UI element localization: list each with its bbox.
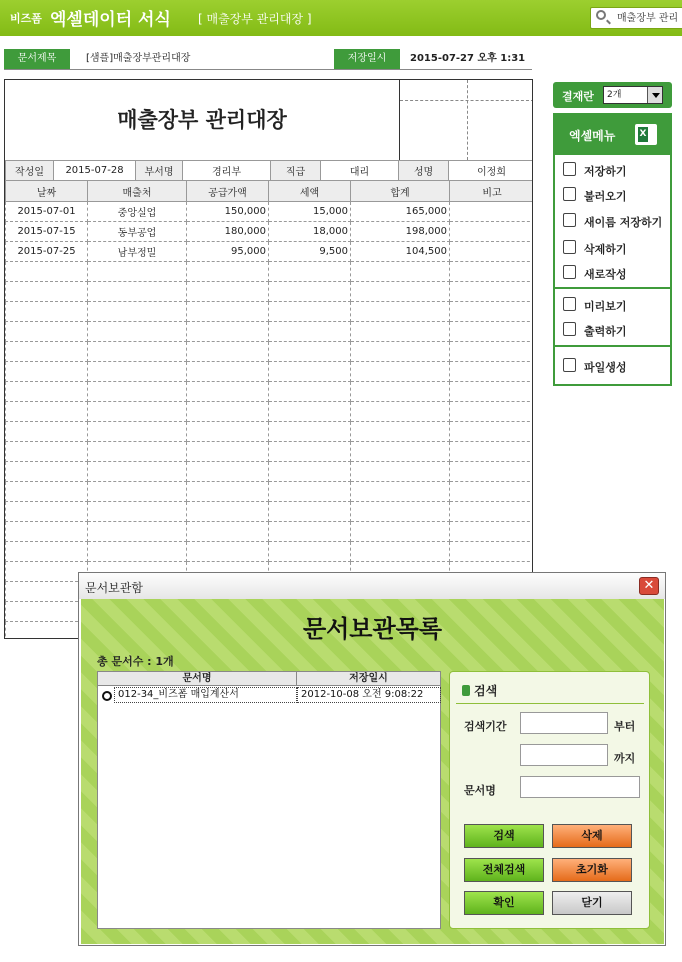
table-row[interactable] — [6, 222, 534, 242]
table-row[interactable] — [6, 362, 534, 382]
menu-title: 엑셀메뉴 — [569, 129, 616, 143]
table-cell[interactable] — [6, 462, 88, 482]
table-cell[interactable] — [88, 402, 187, 422]
table-row[interactable] — [6, 542, 534, 562]
table-cell[interactable] — [269, 502, 351, 522]
doc-title-value: [샘플]매출장부관리대장 — [86, 53, 191, 64]
table-cell[interactable] — [351, 342, 450, 362]
table-cell[interactable] — [6, 422, 88, 442]
table-cell[interactable] — [88, 542, 187, 562]
list-header-name: 문서명 — [98, 672, 297, 686]
table-cell[interactable] — [6, 322, 88, 342]
delete-button[interactable]: 삭제 — [552, 824, 632, 848]
dialog-title: 문서보관함 — [85, 581, 143, 595]
table-cell[interactable] — [269, 402, 351, 422]
col-header: 비고 — [450, 181, 534, 202]
menu-save[interactable] — [561, 159, 671, 181]
brand-small: 비즈폼 — [10, 12, 42, 25]
menu-item-label: 미리보기 — [584, 300, 627, 313]
table-cell[interactable] — [351, 282, 450, 302]
menu-item-label: 새로작성 — [584, 268, 627, 281]
period-from-input[interactable] — [520, 712, 608, 734]
table-cell[interactable] — [88, 442, 187, 462]
col-header: 세액 — [269, 181, 351, 202]
table-cell[interactable] — [6, 482, 88, 502]
table-cell[interactable] — [88, 382, 187, 402]
table-row[interactable] — [6, 282, 534, 302]
from-label: 부터 — [614, 720, 636, 733]
table-cell[interactable] — [269, 522, 351, 542]
doc-name-input[interactable] — [520, 776, 640, 798]
table-cell[interactable]: 동부공업 — [88, 222, 187, 242]
trash-icon — [563, 240, 576, 254]
menu-new[interactable] — [561, 262, 671, 284]
table-cell[interactable] — [187, 382, 269, 402]
table-cell[interactable] — [88, 302, 187, 322]
table-cell[interactable]: 165,000 — [351, 202, 450, 222]
menu-delete[interactable] — [561, 237, 671, 259]
excel-menu — [553, 113, 672, 386]
table-cell[interactable]: 남부정밀 — [88, 242, 187, 262]
to-label: 까지 — [614, 752, 636, 765]
spreadsheet[interactable] — [4, 79, 533, 639]
preview-icon — [563, 297, 576, 311]
table-cell[interactable] — [88, 322, 187, 342]
dialog-heading: 문서보관목록 — [302, 615, 443, 643]
info-table — [5, 160, 533, 181]
table-cell[interactable] — [450, 462, 534, 482]
table-cell[interactable] — [351, 482, 450, 502]
menu-item-label: 출력하기 — [584, 325, 627, 338]
list-header-date: 저장일시 — [297, 672, 440, 686]
table-cell[interactable] — [88, 342, 187, 362]
print-icon — [563, 322, 576, 336]
table-cell[interactable] — [187, 302, 269, 322]
table-row[interactable] — [6, 382, 534, 402]
table-cell[interactable]: 198,000 — [351, 222, 450, 242]
search-input[interactable] — [617, 11, 682, 22]
table-cell[interactable] — [450, 522, 534, 542]
table-cell[interactable] — [187, 442, 269, 462]
table-cell[interactable]: 2015-07-01 — [6, 202, 88, 222]
table-cell[interactable] — [450, 322, 534, 342]
approval-selector — [553, 82, 672, 108]
table-row[interactable] — [6, 302, 534, 322]
new-doc-icon — [563, 265, 576, 279]
table-cell[interactable] — [187, 462, 269, 482]
dept-label: 부서명 — [136, 161, 183, 181]
sheet-title: 매출장부 관리대장 — [5, 80, 400, 160]
table-cell[interactable] — [6, 562, 88, 582]
menu-header — [555, 115, 670, 155]
period-to-input[interactable] — [520, 744, 608, 766]
table-row[interactable] — [6, 462, 534, 482]
table-cell[interactable] — [351, 502, 450, 522]
table-cell[interactable]: 104,500 — [351, 242, 450, 262]
approval-value: 2개 — [607, 90, 622, 100]
table-cell[interactable] — [88, 362, 187, 382]
dialog-body — [81, 599, 664, 944]
doc-name: 012-34_비즈폼 매입계산서 — [114, 687, 297, 703]
table-cell[interactable] — [450, 422, 534, 442]
table-cell[interactable] — [351, 402, 450, 422]
save-date-label: 저장일시 — [334, 49, 400, 69]
table-cell[interactable] — [450, 242, 534, 262]
table-cell[interactable] — [269, 382, 351, 402]
table-cell[interactable] — [269, 322, 351, 342]
col-header: 날짜 — [6, 181, 88, 202]
rank-value[interactable]: 대리 — [321, 161, 399, 181]
table-cell[interactable] — [351, 422, 450, 442]
table-cell[interactable] — [450, 482, 534, 502]
table-cell[interactable] — [187, 422, 269, 442]
name-label: 성명 — [399, 161, 449, 181]
table-cell[interactable] — [6, 502, 88, 522]
table-cell[interactable] — [88, 422, 187, 442]
table-cell[interactable]: 180,000 — [187, 222, 269, 242]
table-cell[interactable]: 150,000 — [187, 202, 269, 222]
table-cell[interactable] — [351, 382, 450, 402]
menu-create-file[interactable] — [561, 355, 671, 377]
approval-divider — [467, 80, 468, 160]
approval-divider — [400, 100, 533, 101]
table-cell[interactable]: 95,000 — [187, 242, 269, 262]
table-row[interactable] — [6, 482, 534, 502]
reset-button[interactable]: 초기화 — [552, 858, 632, 882]
menu-item-label: 파일생성 — [584, 361, 627, 374]
col-header: 공급가액 — [187, 181, 269, 202]
table-cell[interactable]: 2015-07-25 — [6, 242, 88, 262]
table-cell[interactable] — [6, 302, 88, 322]
sales-table — [5, 180, 533, 639]
table-cell[interactable] — [450, 202, 534, 222]
approval-dropdown[interactable] — [603, 86, 663, 104]
menu-item-label: 불러오기 — [584, 190, 627, 203]
table-cell[interactable] — [269, 342, 351, 362]
table-row[interactable] — [6, 402, 534, 422]
table-cell[interactable] — [269, 362, 351, 382]
doc-name-label: 문서명 — [464, 784, 496, 797]
table-row[interactable] — [6, 442, 534, 462]
table-cell[interactable]: 9,500 — [269, 242, 351, 262]
table-row[interactable] — [6, 502, 534, 522]
menu-load[interactable] — [561, 184, 671, 206]
doc-date: 2012-10-08 오전 9:08:22 — [297, 687, 441, 703]
table-cell[interactable]: 중앙실업 — [88, 202, 187, 222]
table-row[interactable] — [6, 422, 534, 442]
rank-label: 직급 — [271, 161, 321, 181]
name-value[interactable]: 이정희 — [449, 161, 534, 181]
table-cell[interactable] — [269, 422, 351, 442]
table-row[interactable] — [6, 202, 534, 222]
search-button[interactable]: 검색 — [464, 824, 544, 848]
table-cell[interactable] — [88, 262, 187, 282]
table-cell[interactable] — [6, 622, 88, 640]
table-cell[interactable] — [269, 302, 351, 322]
search-box[interactable] — [590, 7, 682, 29]
doc-title-label: 문서제목 — [4, 49, 70, 69]
save-icon — [563, 162, 576, 176]
table-cell[interactable] — [187, 482, 269, 502]
table-cell[interactable] — [6, 602, 88, 622]
doc-list[interactable] — [97, 671, 441, 929]
close-icon[interactable]: ✕ — [639, 577, 659, 595]
doc-count: 총 문서수 : 1개 — [97, 655, 174, 668]
table-cell[interactable] — [269, 542, 351, 562]
table-cell[interactable] — [450, 222, 534, 242]
table-row[interactable] — [6, 242, 534, 262]
search-panel — [449, 671, 650, 929]
table-cell[interactable] — [450, 362, 534, 382]
table-cell[interactable] — [450, 442, 534, 462]
table-cell[interactable] — [6, 402, 88, 422]
table-cell[interactable] — [187, 322, 269, 342]
table-cell[interactable] — [351, 442, 450, 462]
menu-save-as[interactable] — [561, 210, 671, 232]
radio-button[interactable] — [102, 691, 112, 701]
table-cell[interactable] — [450, 542, 534, 562]
table-cell[interactable] — [450, 502, 534, 522]
table-cell[interactable] — [88, 522, 187, 542]
table-cell[interactable] — [6, 362, 88, 382]
table-cell[interactable] — [187, 522, 269, 542]
table-cell[interactable] — [187, 402, 269, 422]
table-row[interactable] — [6, 322, 534, 342]
save-date-value: 2015-07-27 오후 1:31 — [410, 53, 526, 64]
table-cell[interactable] — [269, 462, 351, 482]
folder-icon — [563, 358, 576, 372]
table-cell[interactable]: 2015-07-15 — [6, 222, 88, 242]
menu-item-label: 저장하기 — [584, 165, 627, 178]
meta-divider — [4, 69, 532, 70]
menu-preview[interactable] — [561, 294, 671, 316]
created-label: 작성일 — [6, 161, 54, 181]
col-header: 합계 — [351, 181, 450, 202]
table-cell[interactable] — [187, 502, 269, 522]
table-cell[interactable] — [351, 462, 450, 482]
table-cell[interactable] — [450, 282, 534, 302]
table-cell[interactable] — [351, 522, 450, 542]
table-cell[interactable] — [187, 282, 269, 302]
doc-storage-dialog — [78, 572, 666, 946]
table-cell[interactable] — [88, 502, 187, 522]
excel-icon-letter: X — [638, 127, 648, 142]
table-row[interactable] — [6, 262, 534, 282]
search-all-button[interactable]: 전체검색 — [464, 858, 544, 882]
chevron-down-icon[interactable] — [647, 87, 662, 103]
menu-print[interactable] — [561, 319, 671, 341]
table-cell[interactable] — [351, 262, 450, 282]
brand-title: 엑셀데이터 서식 — [50, 10, 171, 30]
table-cell[interactable] — [351, 302, 450, 322]
table-row[interactable] — [6, 522, 534, 542]
search-panel-title: 검색 — [462, 682, 497, 699]
page-subtitle: [ 매출장부 관리대장 ] — [198, 12, 312, 26]
table-cell[interactable] — [450, 302, 534, 322]
table-cell[interactable] — [269, 442, 351, 462]
table-cell[interactable] — [269, 262, 351, 282]
table-cell[interactable] — [450, 402, 534, 422]
menu-divider — [555, 287, 670, 289]
period-label: 검색기간 — [464, 720, 507, 733]
table-cell[interactable] — [450, 262, 534, 282]
table-cell[interactable] — [351, 362, 450, 382]
close-button[interactable]: 닫기 — [552, 891, 632, 915]
table-cell[interactable] — [269, 482, 351, 502]
table-cell[interactable] — [6, 542, 88, 562]
table-cell[interactable] — [6, 382, 88, 402]
table-cell[interactable] — [6, 522, 88, 542]
dept-value[interactable]: 경리부 — [183, 161, 271, 181]
table-cell[interactable] — [88, 282, 187, 302]
search-divider — [456, 703, 644, 704]
ok-button[interactable]: 확인 — [464, 891, 544, 915]
table-cell[interactable] — [450, 342, 534, 362]
table-cell[interactable] — [6, 262, 88, 282]
excel-icon — [635, 124, 657, 145]
table-cell[interactable] — [351, 322, 450, 342]
table-cell[interactable] — [6, 442, 88, 462]
created-value[interactable]: 2015-07-28 — [54, 161, 136, 181]
table-cell[interactable] — [351, 542, 450, 562]
col-header: 매출처 — [88, 181, 187, 202]
table-cell[interactable]: 18,000 — [269, 222, 351, 242]
table-cell[interactable] — [187, 362, 269, 382]
table-cell[interactable] — [450, 382, 534, 402]
table-cell[interactable] — [6, 342, 88, 362]
table-cell[interactable] — [88, 462, 187, 482]
monitor-icon — [563, 187, 576, 201]
dialog-titlebar[interactable] — [79, 573, 665, 599]
table-cell[interactable] — [6, 582, 88, 602]
menu-item-label: 삭제하기 — [584, 243, 627, 256]
table-cell[interactable] — [187, 342, 269, 362]
approval-label: 결재란 — [562, 90, 594, 103]
menu-item-label: 새이름 저장하기 — [584, 216, 663, 229]
table-cell[interactable] — [187, 542, 269, 562]
save-as-icon — [563, 213, 576, 227]
menu-divider — [555, 345, 670, 347]
table-cell[interactable] — [187, 262, 269, 282]
list-item[interactable] — [100, 687, 440, 703]
table-cell[interactable] — [88, 482, 187, 502]
search-icon[interactable] — [596, 10, 606, 20]
table-cell[interactable]: 15,000 — [269, 202, 351, 222]
table-cell[interactable] — [6, 282, 88, 302]
table-row[interactable] — [6, 342, 534, 362]
table-cell[interactable] — [269, 282, 351, 302]
